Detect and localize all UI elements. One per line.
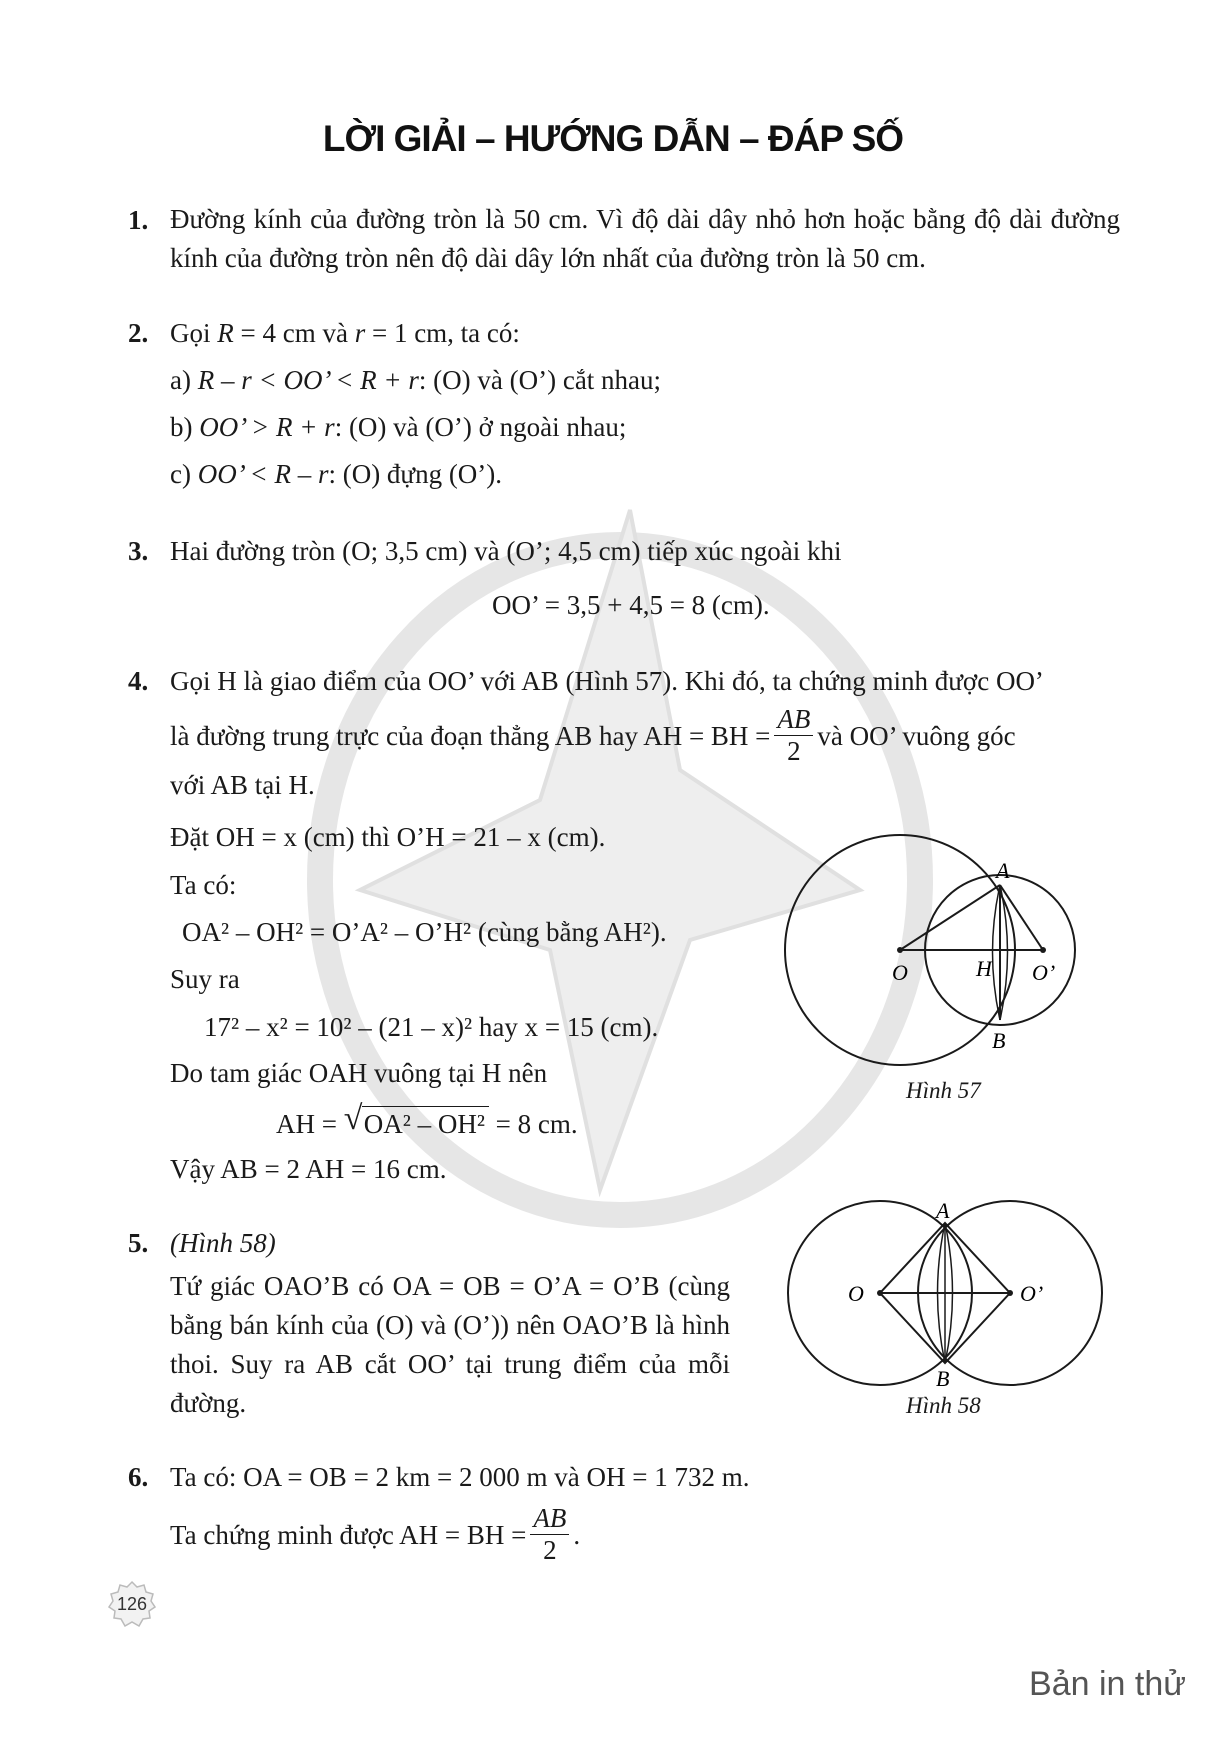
item-4-line-4: Đặt OH = x (cm) thì O’H = 21 – x (cm). — [170, 822, 606, 852]
item-4-line-7: Suy ra — [170, 964, 240, 994]
item-2-case-a: a) R – r < OO’ < R + r: (O) và (O’) cắt nhau; — [170, 365, 662, 395]
figure-58-diagram — [780, 1198, 1120, 1408]
item-2-intro: Gọi R = 4 cm và r = 1 cm, ta có: — [170, 318, 520, 348]
item-5-figure-ref: (Hình 58) — [170, 1228, 276, 1258]
item-6-line-1: Ta có: OA = OB = 2 km = 2 000 m và OH = 1 732 m. — [170, 1462, 750, 1492]
item-4-line-9: Do tam giác OAH vuông tại H nên — [170, 1058, 548, 1088]
item-number-2: 2. — [128, 318, 149, 348]
item-number-5: 5. — [128, 1228, 149, 1258]
item-6-line-2: Ta chứng minh được AH = BH = $\frac{AB}{2}$ . — [170, 1503, 581, 1565]
fig57-label-o-prime: O’ — [1032, 960, 1056, 985]
item-4-line-10: AH = √ OA² – OH² = 8 cm. — [276, 1100, 578, 1139]
item-3-text: Hai đường tròn (O; 3,5 cm) và (O’; 4,5 cm) tiếp xúc ngoài khi — [170, 536, 842, 566]
fraction-ab-over-2: $\frac{AB}{2}$ — [774, 705, 813, 767]
item-1-text: Đường kính của đường tròn là 50 cm. Vì độ dài dây nhỏ hơn hoặc bằng độ dài đường kính của đường tròn nên độ dài dây lớn nhất của đường tròn là 50 cm. — [170, 204, 1120, 274]
fig58-label-o: O — [848, 1281, 864, 1306]
fig57-label-h: H — [976, 956, 992, 981]
square-root: √ OA² – OH² — [344, 1106, 489, 1140]
item-2-case-c: c) OO’ < R – r: (O) đựng (O’). — [170, 459, 503, 489]
item-5-text: Tứ giác OAO’B có OA = OB = O’A = O’B (cùng bằng bán kính của (O) và (O’)) nên OAO’B là hình thoi. Suy ra AB cắt OO’ tại trung điểm của mỗi đường. — [170, 1271, 730, 1419]
item-4-line-3: với AB tại H. — [170, 770, 315, 800]
page-title: LỜI GIẢI – HƯỚNG DẪN – ĐÁP SỐ — [322, 118, 904, 159]
item-4-line-6: OA² – OH² = O’A² – O’H² (cùng bằng AH²). — [182, 917, 667, 947]
item-4-line-8: 17² – x² = 10² – (21 – x)² hay x = 15 (cm). — [204, 1012, 659, 1042]
item-2-case-b: b) OO’ > R + r: (O) và (O’) ở ngoài nhau; — [170, 412, 627, 442]
item-number-4: 4. — [128, 666, 149, 696]
item-4-line-1: Gọi H là giao điểm của OO’ với AB (Hình 57). Khi đó, ta chứng minh được OO’ — [170, 666, 1044, 696]
fig57-label-o: O — [892, 960, 908, 985]
figure-57-diagram — [770, 830, 1120, 1090]
item-number-6: 6. — [128, 1462, 149, 1492]
figure-57-caption: Hình 57 — [906, 1078, 981, 1103]
item-number-1: 1. — [128, 205, 149, 235]
item-4-line-5: Ta có: — [170, 870, 237, 900]
fig57-label-b: B — [992, 1028, 1006, 1053]
page-number: 126 — [116, 1594, 148, 1614]
item-3-equation: OO’ = 3,5 + 4,5 = 8 (cm). — [492, 590, 770, 620]
fig58-label-o-prime: O’ — [1020, 1281, 1044, 1306]
item-4-line-2: là đường trung trực của đoạn thẳng AB hay AH = BH = $\frac{AB}{2}$ và OO’ vuông góc — [170, 704, 1016, 766]
item-4-line-11: Vậy AB = 2 AH = 16 cm. — [170, 1154, 447, 1184]
fraction-ab-over-2: $\frac{AB}{2}$ — [530, 1504, 569, 1566]
fig58-label-b: B — [936, 1366, 950, 1391]
draft-label: Bản in thử — [1029, 1665, 1186, 1703]
figure-58-caption: Hình 58 — [906, 1393, 981, 1418]
fig57-label-a: A — [996, 858, 1010, 883]
fig58-label-a: A — [936, 1198, 950, 1223]
item-number-3: 3. — [128, 536, 149, 566]
